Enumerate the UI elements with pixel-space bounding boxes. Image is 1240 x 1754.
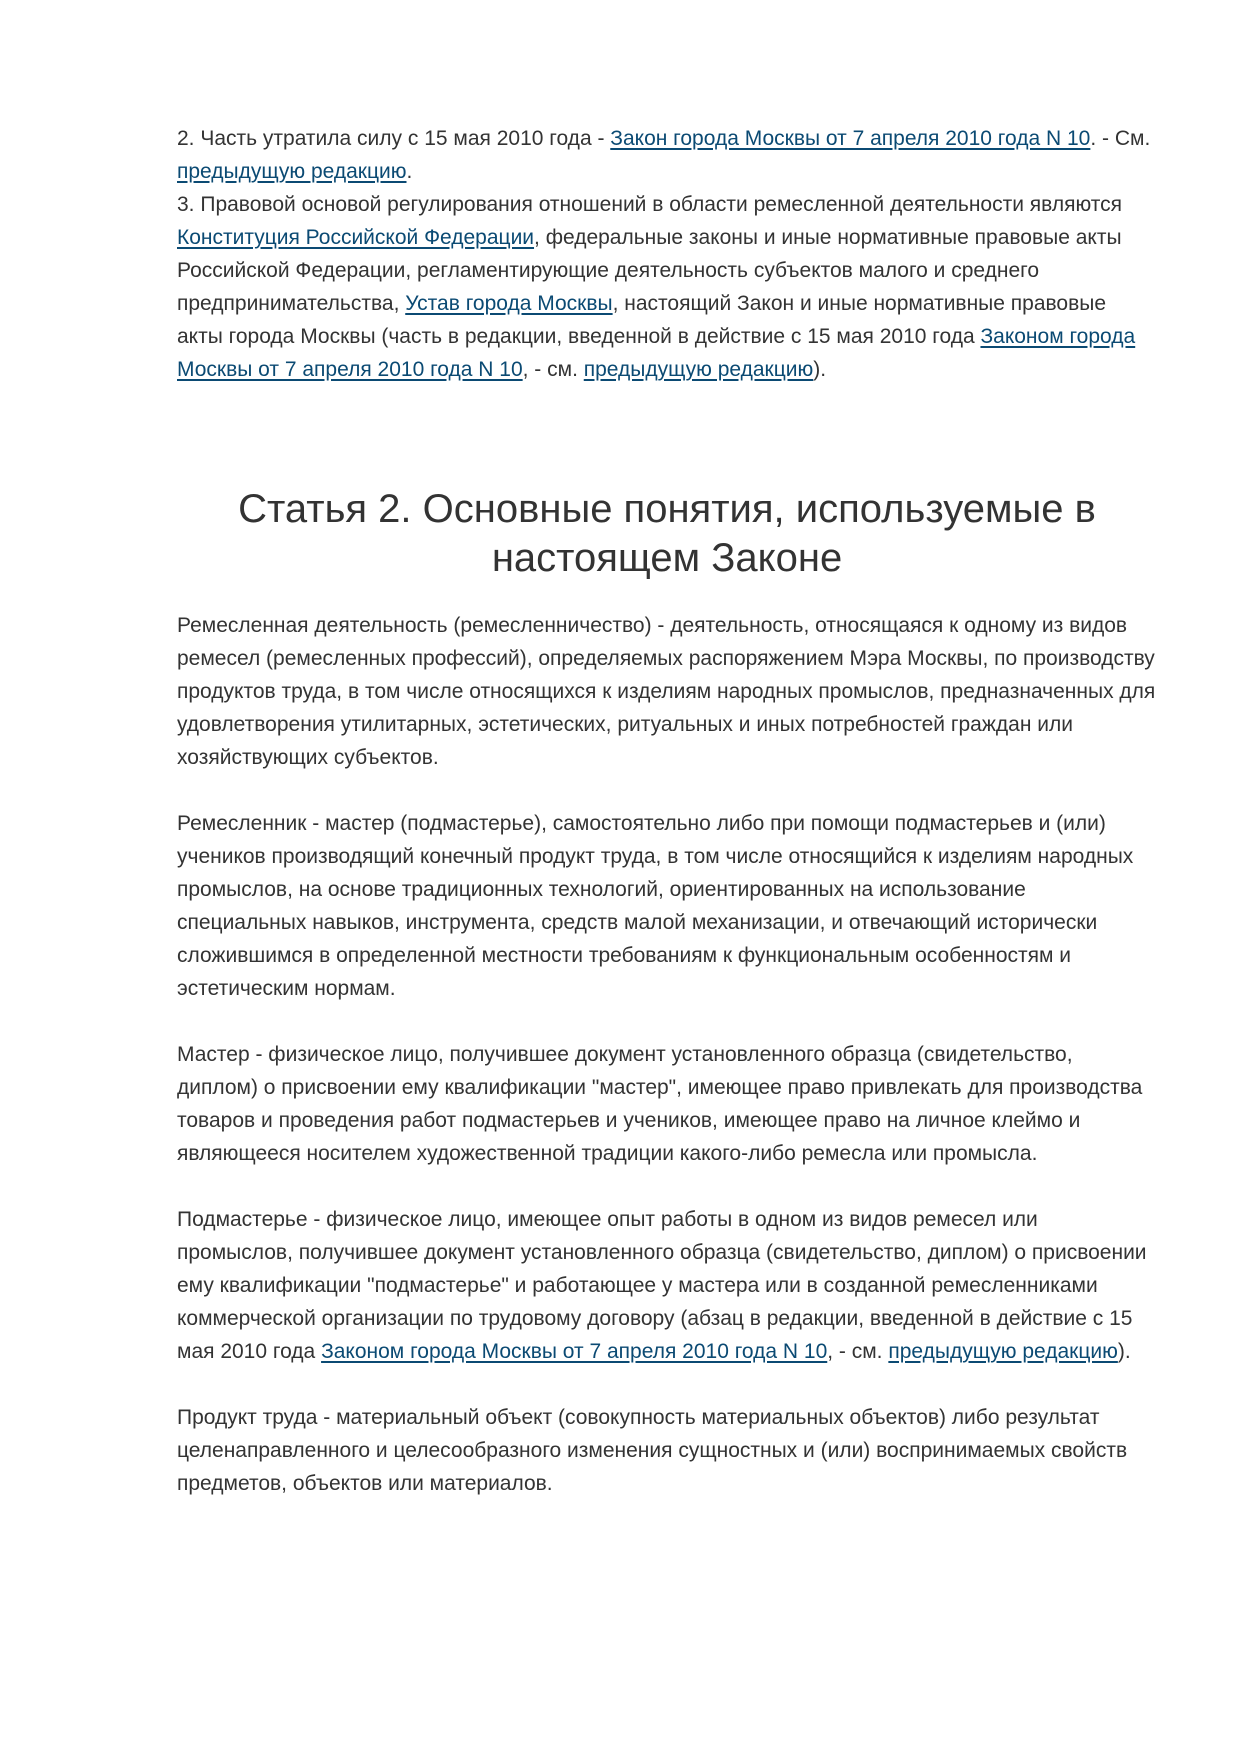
link-moscow-law-2010[interactable]: Законом города Москвы от 7 апреля 2010 года N 10 bbox=[177, 325, 1136, 381]
part-3-text-4: , - см. bbox=[522, 358, 584, 381]
apprentice-text-middle: , - см. bbox=[827, 1340, 889, 1363]
link-moscow-law-2010[interactable]: Законом города Москвы от 7 апреля 2010 года N 10 bbox=[321, 1340, 828, 1363]
link-constitution[interactable]: Конституция Российской Федерации bbox=[177, 226, 535, 249]
document-page bbox=[177, 122, 1157, 1495]
part-3-text-3: , настоящий Закон и иные нормативные правовые акты города Москвы (часть в редакции, введенной в действие с 15 мая 2010 года bbox=[177, 292, 1107, 348]
part-2-text-middle: . - См. bbox=[1090, 127, 1151, 150]
paragraph-part-3 bbox=[177, 188, 1157, 386]
link-previous-edition[interactable]: предыдущую редакцию bbox=[177, 160, 407, 183]
definition-product-of-labor: Продукт труда - материальный объект (совокупность материальных объектов) либо результат целенаправленного и целесообразного изменения сущностных и (или) воспринимаемых свойств предметов, объектов или материалов. bbox=[177, 1406, 1128, 1495]
article-2-body bbox=[177, 609, 1157, 1500]
part-3-text-1: 3. Правовой основой регулирования отношений в области ремесленной деятельности являются bbox=[177, 193, 1122, 216]
link-previous-edition[interactable]: предыдущую редакцию bbox=[583, 358, 814, 381]
apprentice-text-end: ). bbox=[1117, 1340, 1131, 1363]
part-2-text-start: 2. Часть утратила силу с 15 мая 2010 года - bbox=[177, 127, 611, 150]
link-moscow-law-2010[interactable]: Закон города Москвы от 7 апреля 2010 года N 10 bbox=[610, 127, 1091, 150]
link-previous-edition[interactable]: предыдущую редакцию bbox=[888, 1340, 1118, 1363]
apprentice-text-start: Подмастерье - физическое лицо, имеющее опыт работы в одном из видов ремесел или промыслов, получившее документ установленного образца (свидетельство, диплом) о присвоении ему квалификации "подмастерье" и работающее у мастера или в созданной ремесленниками коммерческой организации по трудовому договору (абзац в редакции, введенной в действие с 15 мая 2010 года bbox=[177, 1208, 1147, 1363]
article-2-title: Статья 2. Основные понятия, используемые в настоящем Законе bbox=[238, 487, 1096, 580]
definition-craftsman: Ремесленник - мастер (подмастерье), самостоятельно либо при помощи подмастерьев и (или) учеников производящий конечный продукт труда, в том числе относящийся к изделиям народных промыслов, на основе традиционных технологий, ориентированных на использование специальных навыков, инструмента, средств малой механизации, и отвечающий исторически сложившимся в определенной местности требованиям к функциональным особенностям и эстетическим нормам. bbox=[177, 812, 1134, 1000]
part-3-text-2: , федеральные законы и иные нормативные правовые акты Российской Федерации, регламентирующие деятельность субъектов малого и среднего предпринимательства, bbox=[177, 226, 1122, 315]
definition-master: Мастер - физическое лицо, получившее документ установленного образца (свидетельство, диплом) о присвоении ему квалификации "мастер", имеющее право привлекать для производства товаров и проведения работ подмастерьев и учеников, имеющее право на личное клеймо и являющееся носителем художественной традиции какого-либо ремесла или промысла. bbox=[177, 1043, 1143, 1165]
definition-apprentice bbox=[177, 1203, 1157, 1368]
definition-craft-activity: Ремесленная деятельность (ремесленничество) - деятельность, относящаяся к одному из видов ремесел (ремесленных профессий), определяемых распоряжением Мэра Москвы, по производству продуктов труда, в том числе относящихся к изделиям народных промыслов, предназначенных для удовлетворения утилитарных, эстетических, ритуальных и иных потребностей граждан или хозяйствующих субъектов. bbox=[177, 614, 1156, 769]
part-3-text-5: ). bbox=[813, 358, 827, 381]
part-2-text-end: . bbox=[406, 160, 413, 183]
paragraph-part-2 bbox=[177, 122, 1157, 188]
link-moscow-charter[interactable]: Устав города Москвы bbox=[405, 292, 613, 315]
